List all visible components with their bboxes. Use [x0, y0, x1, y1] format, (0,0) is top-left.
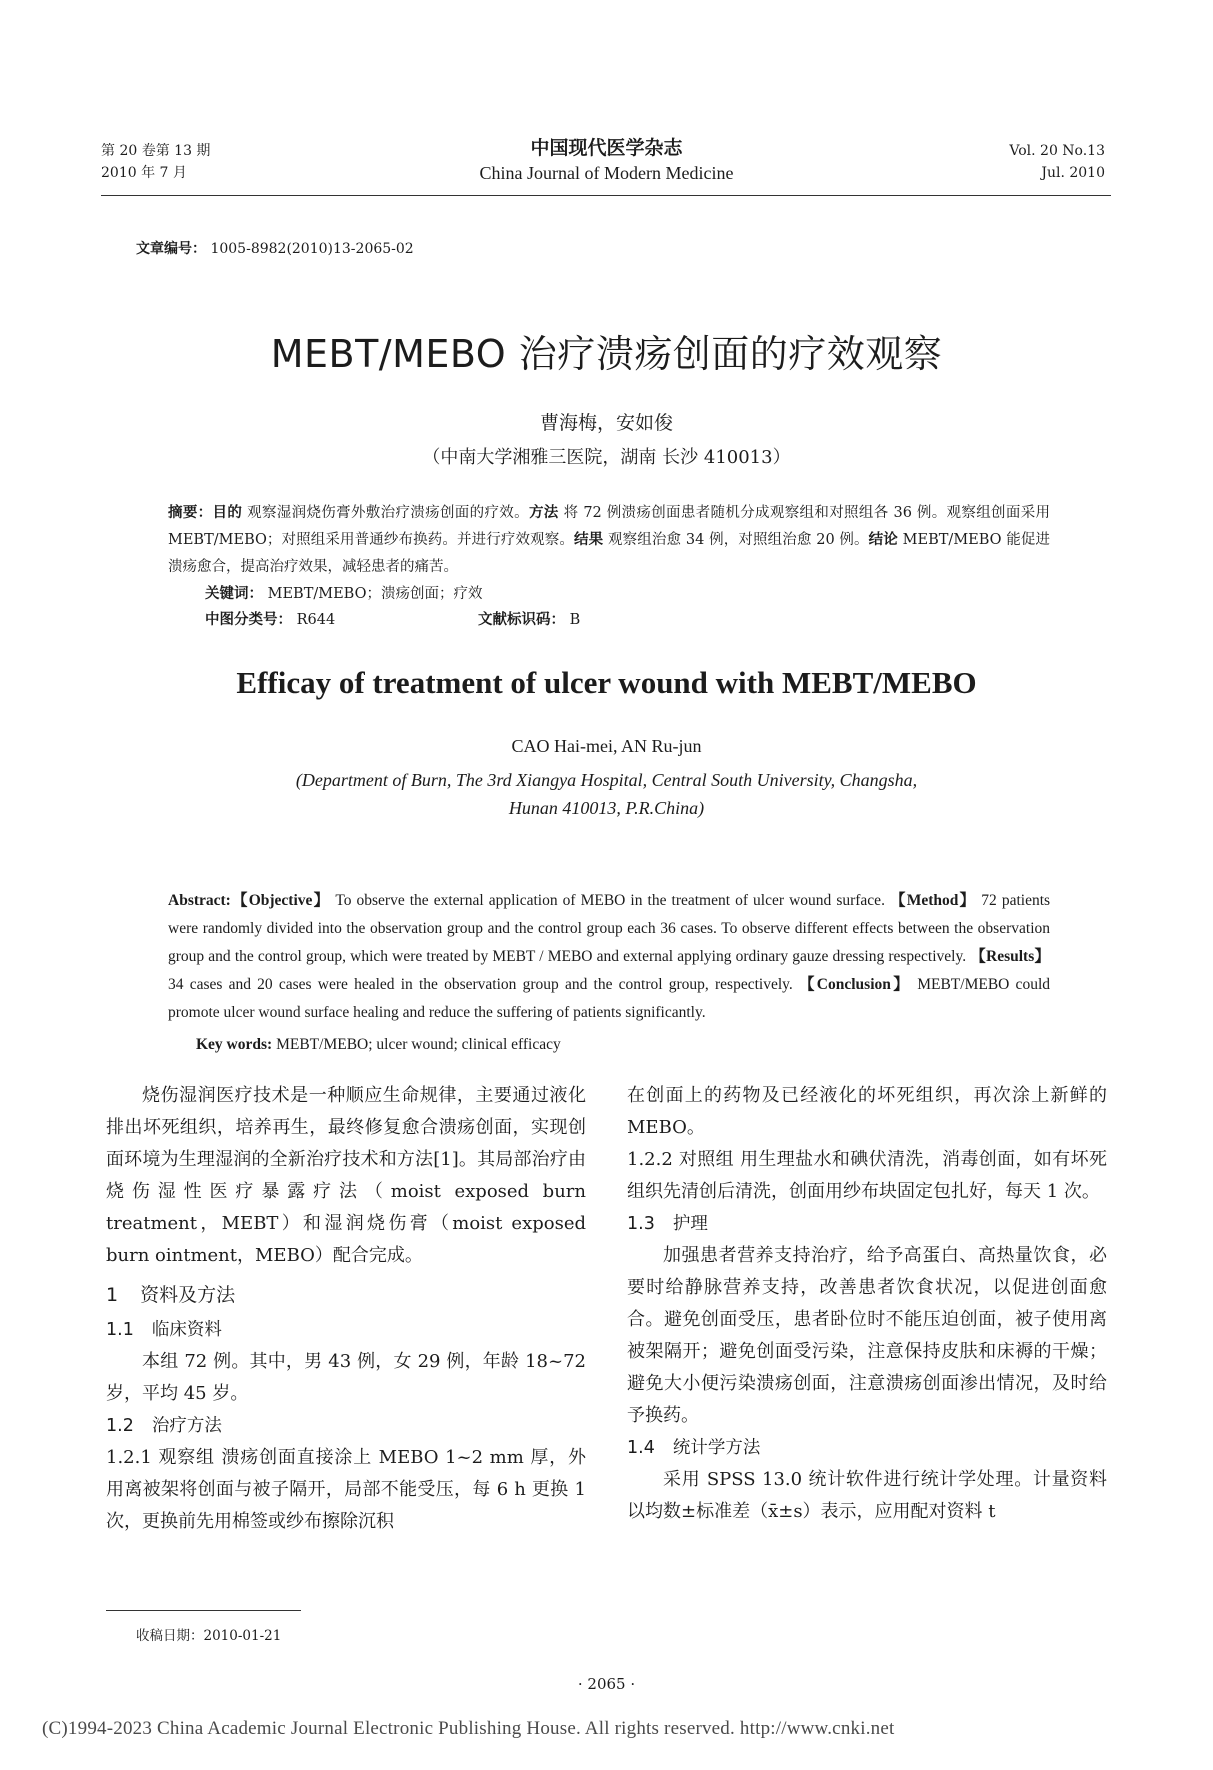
- method-text-cn: 将 72 例溃疡创面患者随机分成观察组和对照组各 36 例。观察组创面采用 MEBT/MEBO；对照组采用普通纱布换药。并进行疗效观察。: [168, 505, 1051, 548]
- section-1-1-number: 1.1: [106, 1320, 134, 1340]
- paper-title-en: Efficay of treatment of ulcer wound with MEBT/MEBO: [236, 665, 977, 700]
- results-label-cn: 结果: [574, 532, 604, 548]
- objective-text-en: To observe the external application of MEBO in the treatment of ulcer wound surface.: [335, 892, 885, 909]
- affiliation-en-line1: (Department of Burn, The 3rd Xiangya Hospital, Central South University, Changsha,: [295, 770, 918, 790]
- section-1-number: 1: [106, 1284, 119, 1306]
- keywords-en: [196, 1036, 561, 1054]
- section-1-3-heading: [627, 1208, 1107, 1240]
- method-label-cn: 方法: [528, 505, 559, 521]
- volume-issue-en: Vol. 20 No.13: [1009, 143, 1105, 159]
- section-1-4-title: 统计学方法: [672, 1438, 761, 1458]
- results-text-en: 34 cases and 20 cases were healed in the observation group and the control group, respectively.: [168, 976, 793, 993]
- classification-number: [205, 607, 335, 633]
- objective-text-cn: 观察湿润烧伤膏外敷治疗溃疡创面的疗效。: [247, 505, 529, 521]
- section-1-2-1-text: 1.2.1 观察组 溃疡创面直接涂上 MEBO 1~2 mm 厚，外用离被架将创面与被子隔开，局部不能受压，每 6 h 更换 1 次，更换前先用棉签或纱布擦除沉积: [106, 1447, 586, 1532]
- conclusion-text-cn: MEBT/MEBO 能促进溃疡愈合，提高治疗效果，减轻患者的痛苦。: [168, 532, 1051, 575]
- volume-issue: 第 20 卷第 13 期: [101, 143, 211, 159]
- footnote-divider: [106, 1610, 301, 1611]
- section-1-3-number: 1.3: [627, 1214, 655, 1234]
- copyright-notice: (C)1994-2023 China Academic Journal Electronic Publishing House. All rights reserved. http://www.cnki.net: [42, 1718, 895, 1739]
- publication-date-en: Jul. 2010: [1041, 165, 1105, 181]
- publication-date-cn: 2010 年 7 月: [101, 165, 187, 181]
- paper-title-cn: MEBT/MEBO 治疗溃疡创面的疗效观察: [270, 332, 943, 376]
- section-1-title: 资料及方法: [140, 1284, 236, 1306]
- conclusion-text-en: MEBT/MEBO could promote ulcer wound surface healing and reduce the suffering of patients significantly.: [168, 976, 1050, 1021]
- section-1-4-text: 采用 SPSS 13.0 统计软件进行统计学处理。计量资料以均数±标准差（x̄±s）表示，应用配对资料 t: [627, 1469, 1107, 1522]
- section-1-3-title: 护理: [672, 1214, 708, 1234]
- document-code-label: 文献标识码：: [478, 612, 565, 628]
- keywords-cn-value: MEBT/MEBO；溃疡创面；疗效: [267, 586, 483, 602]
- section-1-2-title: 治疗方法: [151, 1416, 222, 1436]
- section-1-1-title: 临床资料: [151, 1320, 222, 1340]
- keywords-en-value: MEBT/MEBO; ulcer wound; clinical efficacy: [276, 1036, 561, 1053]
- abstract-cn-label: 摘要：: [168, 505, 213, 521]
- abstract-en-label: Abstract:: [168, 892, 231, 909]
- intro-paragraph: 烧伤湿润医疗技术是一种顺应生命规律，主要通过液化排出坏死组织，培养再生，最终修复愈合溃疡创面，实现创面环境为生理湿润的全新治疗技术和方法[1]。其局部治疗由烧伤湿性医疗暴露疗法（moist exposed burn treatment，MEBT）和湿润烧伤膏（moist exposed burn ointment，MEBO）配合完成。: [106, 1085, 586, 1266]
- authors-cn: 曹海梅，安如俊: [539, 412, 673, 434]
- journal-title-en: China Journal of Modern Medicine: [479, 163, 734, 183]
- conclusion-label-cn: 结论: [868, 532, 898, 548]
- keywords-cn-label: 关键词：: [205, 586, 263, 602]
- article-number: [136, 238, 414, 258]
- keywords-cn: [205, 581, 483, 607]
- section-1-2-number: 1.2: [106, 1416, 134, 1436]
- section-1-4-number: 1.4: [627, 1438, 655, 1458]
- abstract-cn: [168, 500, 1050, 581]
- section-1-2-1-continued: 在创面上的药物及已经液化的坏死组织，再次涂上新鲜的 MEBO。: [627, 1085, 1107, 1138]
- abstract-en: [168, 887, 1050, 1027]
- affiliation-en: [0, 766, 1213, 822]
- results-label-en: 【Results】: [970, 948, 1051, 965]
- body-column-left: [106, 1080, 586, 1538]
- section-1-1-heading: [106, 1314, 586, 1346]
- document-code-value: B: [569, 612, 581, 628]
- header-divider: [101, 195, 1111, 196]
- affiliation-en-line2: Hunan 410013, P.R.China): [508, 798, 705, 818]
- conclusion-label-en: 【Conclusion】: [798, 976, 912, 993]
- section-1-4-heading: [627, 1432, 1107, 1464]
- received-date-footnote: 收稿日期：2010-01-21: [136, 1628, 282, 1644]
- keywords-en-label: Key words:: [196, 1036, 273, 1053]
- authors-en: CAO Hai-mei, AN Ru-jun: [511, 736, 702, 756]
- results-text-cn: 观察组治愈 34 例，对照组治愈 20 例。: [608, 532, 869, 548]
- section-1-1-text: 本组 72 例。其中，男 43 例，女 29 例，年龄 18~72 岁，平均 45 岁。: [106, 1351, 586, 1404]
- section-1-heading: [106, 1276, 586, 1314]
- affiliation-cn: （中南大学湘雅三医院，湖南 长沙 410013）: [422, 447, 791, 468]
- objective-label-en: 【Objective】: [230, 892, 331, 909]
- journal-title-cn: 中国现代医学杂志: [530, 137, 683, 159]
- section-1-2-heading: [106, 1410, 586, 1442]
- method-label-en: 【Method】: [890, 892, 977, 909]
- article-number-label: 文章编号：: [136, 241, 206, 257]
- page-number: · 2065 ·: [577, 1675, 636, 1693]
- section-1-3-text: 加强患者营养支持治疗，给予高蛋白、高热量饮食，必要时给静脉营养支持，改善患者饮食状况，以促进创面愈合。避免创面受压，患者卧位时不能压迫创面，被子使用离被架隔开；避免创面受污染，注意保持皮肤和床褥的干燥；避免大小便污染溃疡创面，注意溃疡创面渗出情况，及时给予换药。: [627, 1245, 1107, 1426]
- document-code: [478, 607, 580, 633]
- objective-label-cn: 目的: [212, 505, 243, 521]
- classification-label: 中图分类号：: [205, 612, 292, 628]
- journal-volume-info-en: [1009, 140, 1105, 184]
- article-number-value: 1005-8982(2010)13-2065-02: [210, 241, 414, 257]
- body-column-right: [627, 1080, 1107, 1528]
- method-text-en: 72 patients were randomly divided into the observation group and the control group each 36 cases. To observe different effects between the observation group and the control group, which were treated by MEBT / MEBO and external applying ordinary gauze dressing respectively.: [168, 892, 1051, 965]
- classification-value: R644: [296, 612, 336, 628]
- section-1-2-2-text: 1.2.2 对照组 用生理盐水和碘伏清洗，消毒创面，如有坏死组织先清创后清洗，创面用纱布块固定包扎好，每天 1 次。: [627, 1149, 1107, 1202]
